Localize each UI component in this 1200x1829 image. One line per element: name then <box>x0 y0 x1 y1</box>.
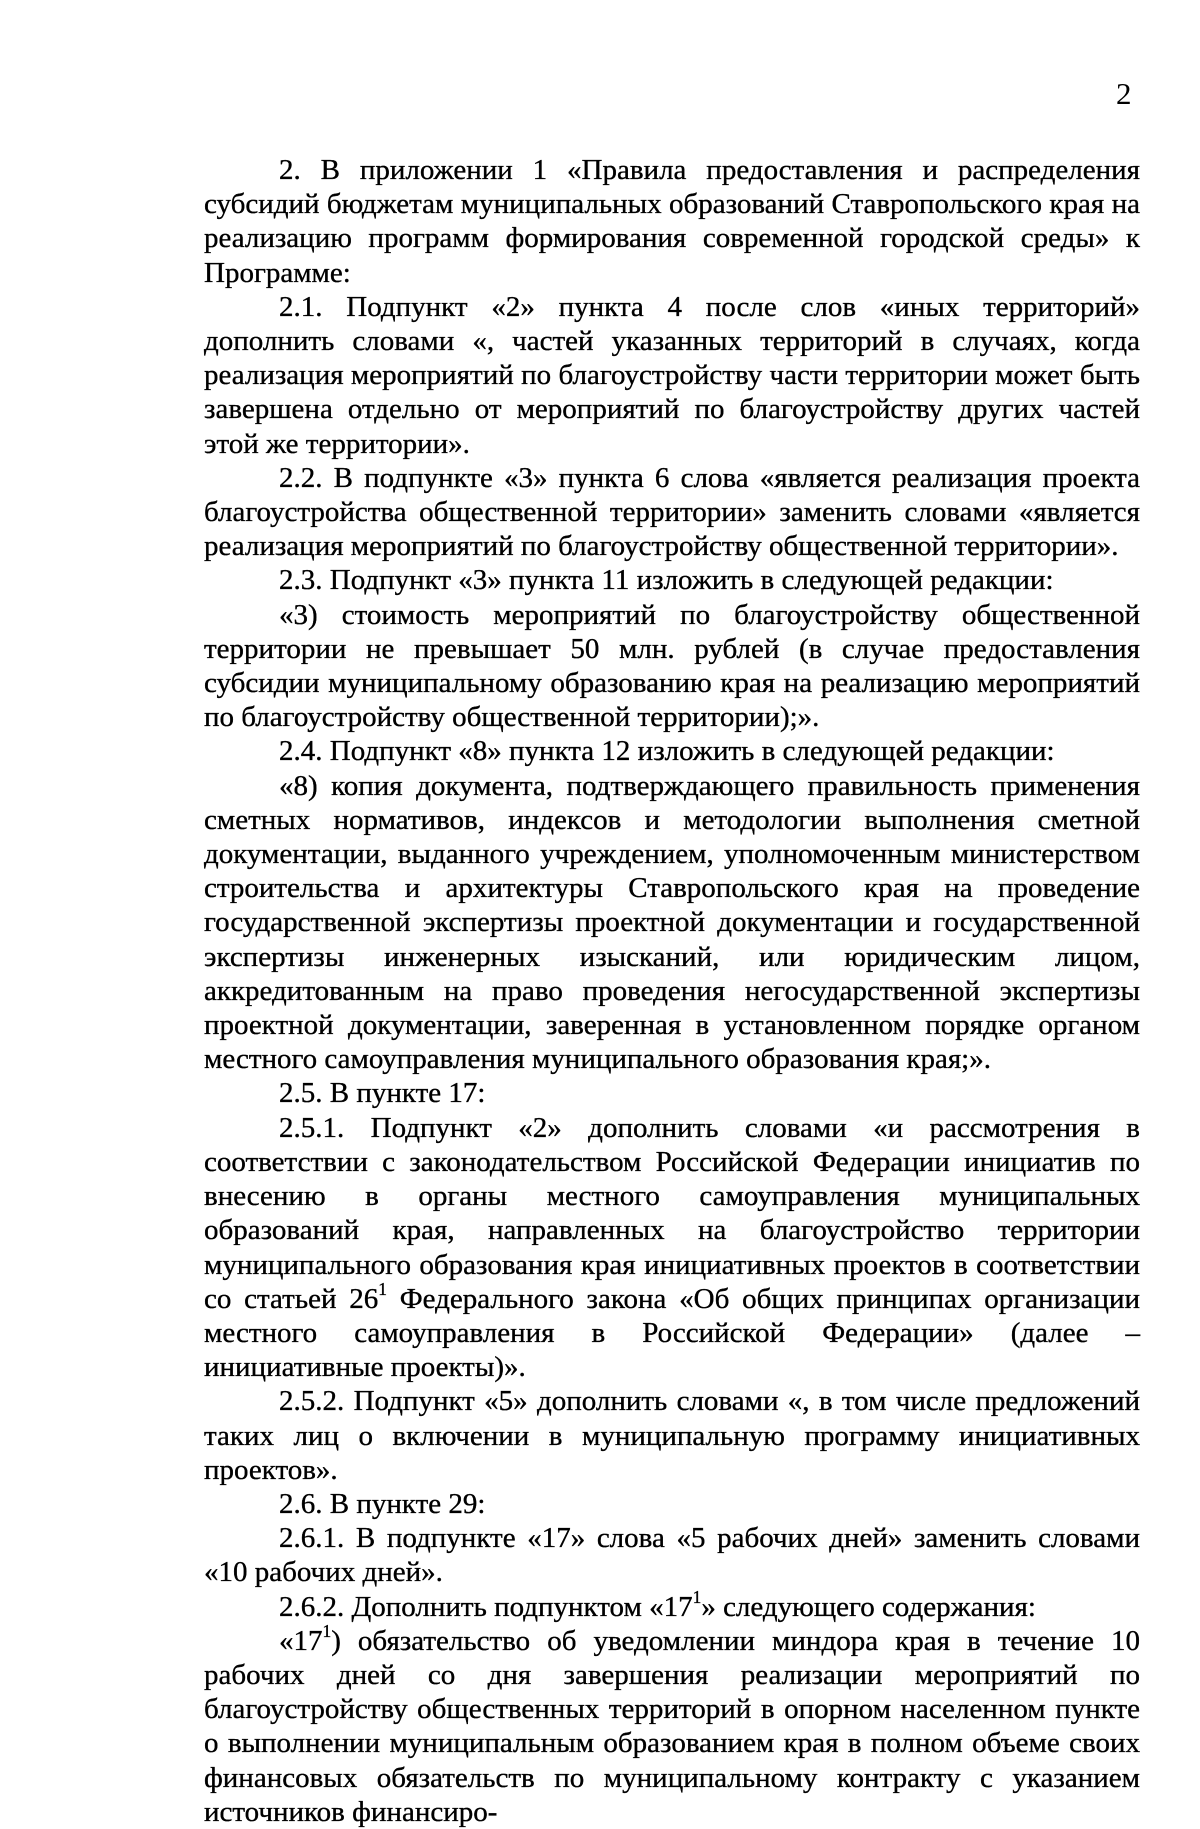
superscript: 1 <box>322 1620 332 1641</box>
page-number: 2 <box>1116 76 1132 111</box>
superscript: 1 <box>378 1278 387 1299</box>
paragraph-2-5-1 <box>204 1111 1140 1385</box>
paragraph-2-6: 2.6. В пункте 29: <box>279 1487 486 1520</box>
paragraph-17-1-text-cont: ) обязательство об уведомлении миндора края в течение 10 рабочих дней со дня завершения реализации мероприятий по благоустройству общественных территорий в опорном населенном пункте о выполнении муниципальным образованием края в полном объеме своих финансовых обязательств по муниципальному контракту с указанием источников финансиро- <box>204 1624 1140 1828</box>
paragraph-17-1-text <box>204 1620 1140 1829</box>
paragraph-2-6-2-text: 2.6.2. Дополнить подпунктом «17 <box>279 1590 693 1623</box>
document-body <box>204 153 1140 1829</box>
paragraph-2-5-2: 2.5.2. Подпункт «5» дополнить словами «, в том числе предложений таких лиц о включении в муниципальную программу инициативных проектов». <box>204 1385 1140 1486</box>
paragraph-2-6-2-text-cont: » следующего содержания: <box>701 1590 1036 1623</box>
paragraph-2-4-text: «8) копия документа, подтверждающего правильность применения сметных нормативов, индексов и методологии выполнения сметной документации, выданного учреждением, уполномоченным министерством строительства и архитектуры Ставропольского края на проведение государственной экспертизы проектной документации и государственной экспертизы инженерных изысканий, или юридическим лицом, аккредитованным на право проведения негосударственной экспертизы проектной документации, заверенная в установленном порядке органом местного самоуправления муниципального образования края;». <box>204 769 1140 1076</box>
paragraph-2-2: 2.2. В подпункте «3» пункта 6 слова «является реализация проекта благоустройства общественной территории» заменить словами «является реализация мероприятий по благоустройству общественной территории». <box>204 461 1140 563</box>
paragraph-2-6-1: 2.6.1. В подпункте «17» слова «5 рабочих дней» заменить словами «10 рабочих дней». <box>204 1522 1140 1589</box>
paragraph-2-1: 2.1. Подпункт «2» пункта 4 после слов «иных территорий» дополнить словами «, частей указанных территорий в случаях, когда реализация мероприятий по благоустройству части территории может быть завершена отдельно от мероприятий по благоустройству других частей этой же территории». <box>204 290 1140 460</box>
paragraph-17-1-text-start: «17 <box>279 1624 323 1657</box>
paragraph-2-5-1-text: 2.5.1. Подпункт «2» дополнить словами «и рассмотрения в соответствии с законодательством Российской Федерации инициатив по внесению в органы местного самоуправления муниципальных образований края, направленных на благоустройство территории муниципального образования края инициативных проектов в соответствии со статьей 26 <box>204 1111 1140 1315</box>
paragraph-2-3: 2.3. Подпункт «3» пункта 11 изложить в следующей редакции: <box>279 564 1054 597</box>
paragraph-2-5-1-text-cont: Федерального закона «Об общих принципах организации местного самоуправления в Российской Федерации» (далее – инициативные проекты)». <box>204 1282 1140 1384</box>
paragraph-2-4: 2.4. Подпункт «8» пункта 12 изложить в следующей редакции: <box>279 735 1055 768</box>
superscript: 1 <box>692 1586 702 1607</box>
paragraph-2: 2. В приложении 1 «Правила предоставления и распределения субсидий бюджетам муниципальных образований Ставропольского края на реализацию программ формирования современной городской среды» к Программе: <box>204 154 1140 289</box>
paragraph-2-3-text: «3) стоимость мероприятий по благоустройству общественной территории не превышает 50 млн. рублей (в случае предоставления субсидии муниципальному образованию края на реализацию мероприятий по благоустройству общественной территории);». <box>204 598 1140 734</box>
paragraph-2-5: 2.5. В пункте 17: <box>279 1077 486 1110</box>
paragraph-2-6-2 <box>204 1586 1140 1624</box>
